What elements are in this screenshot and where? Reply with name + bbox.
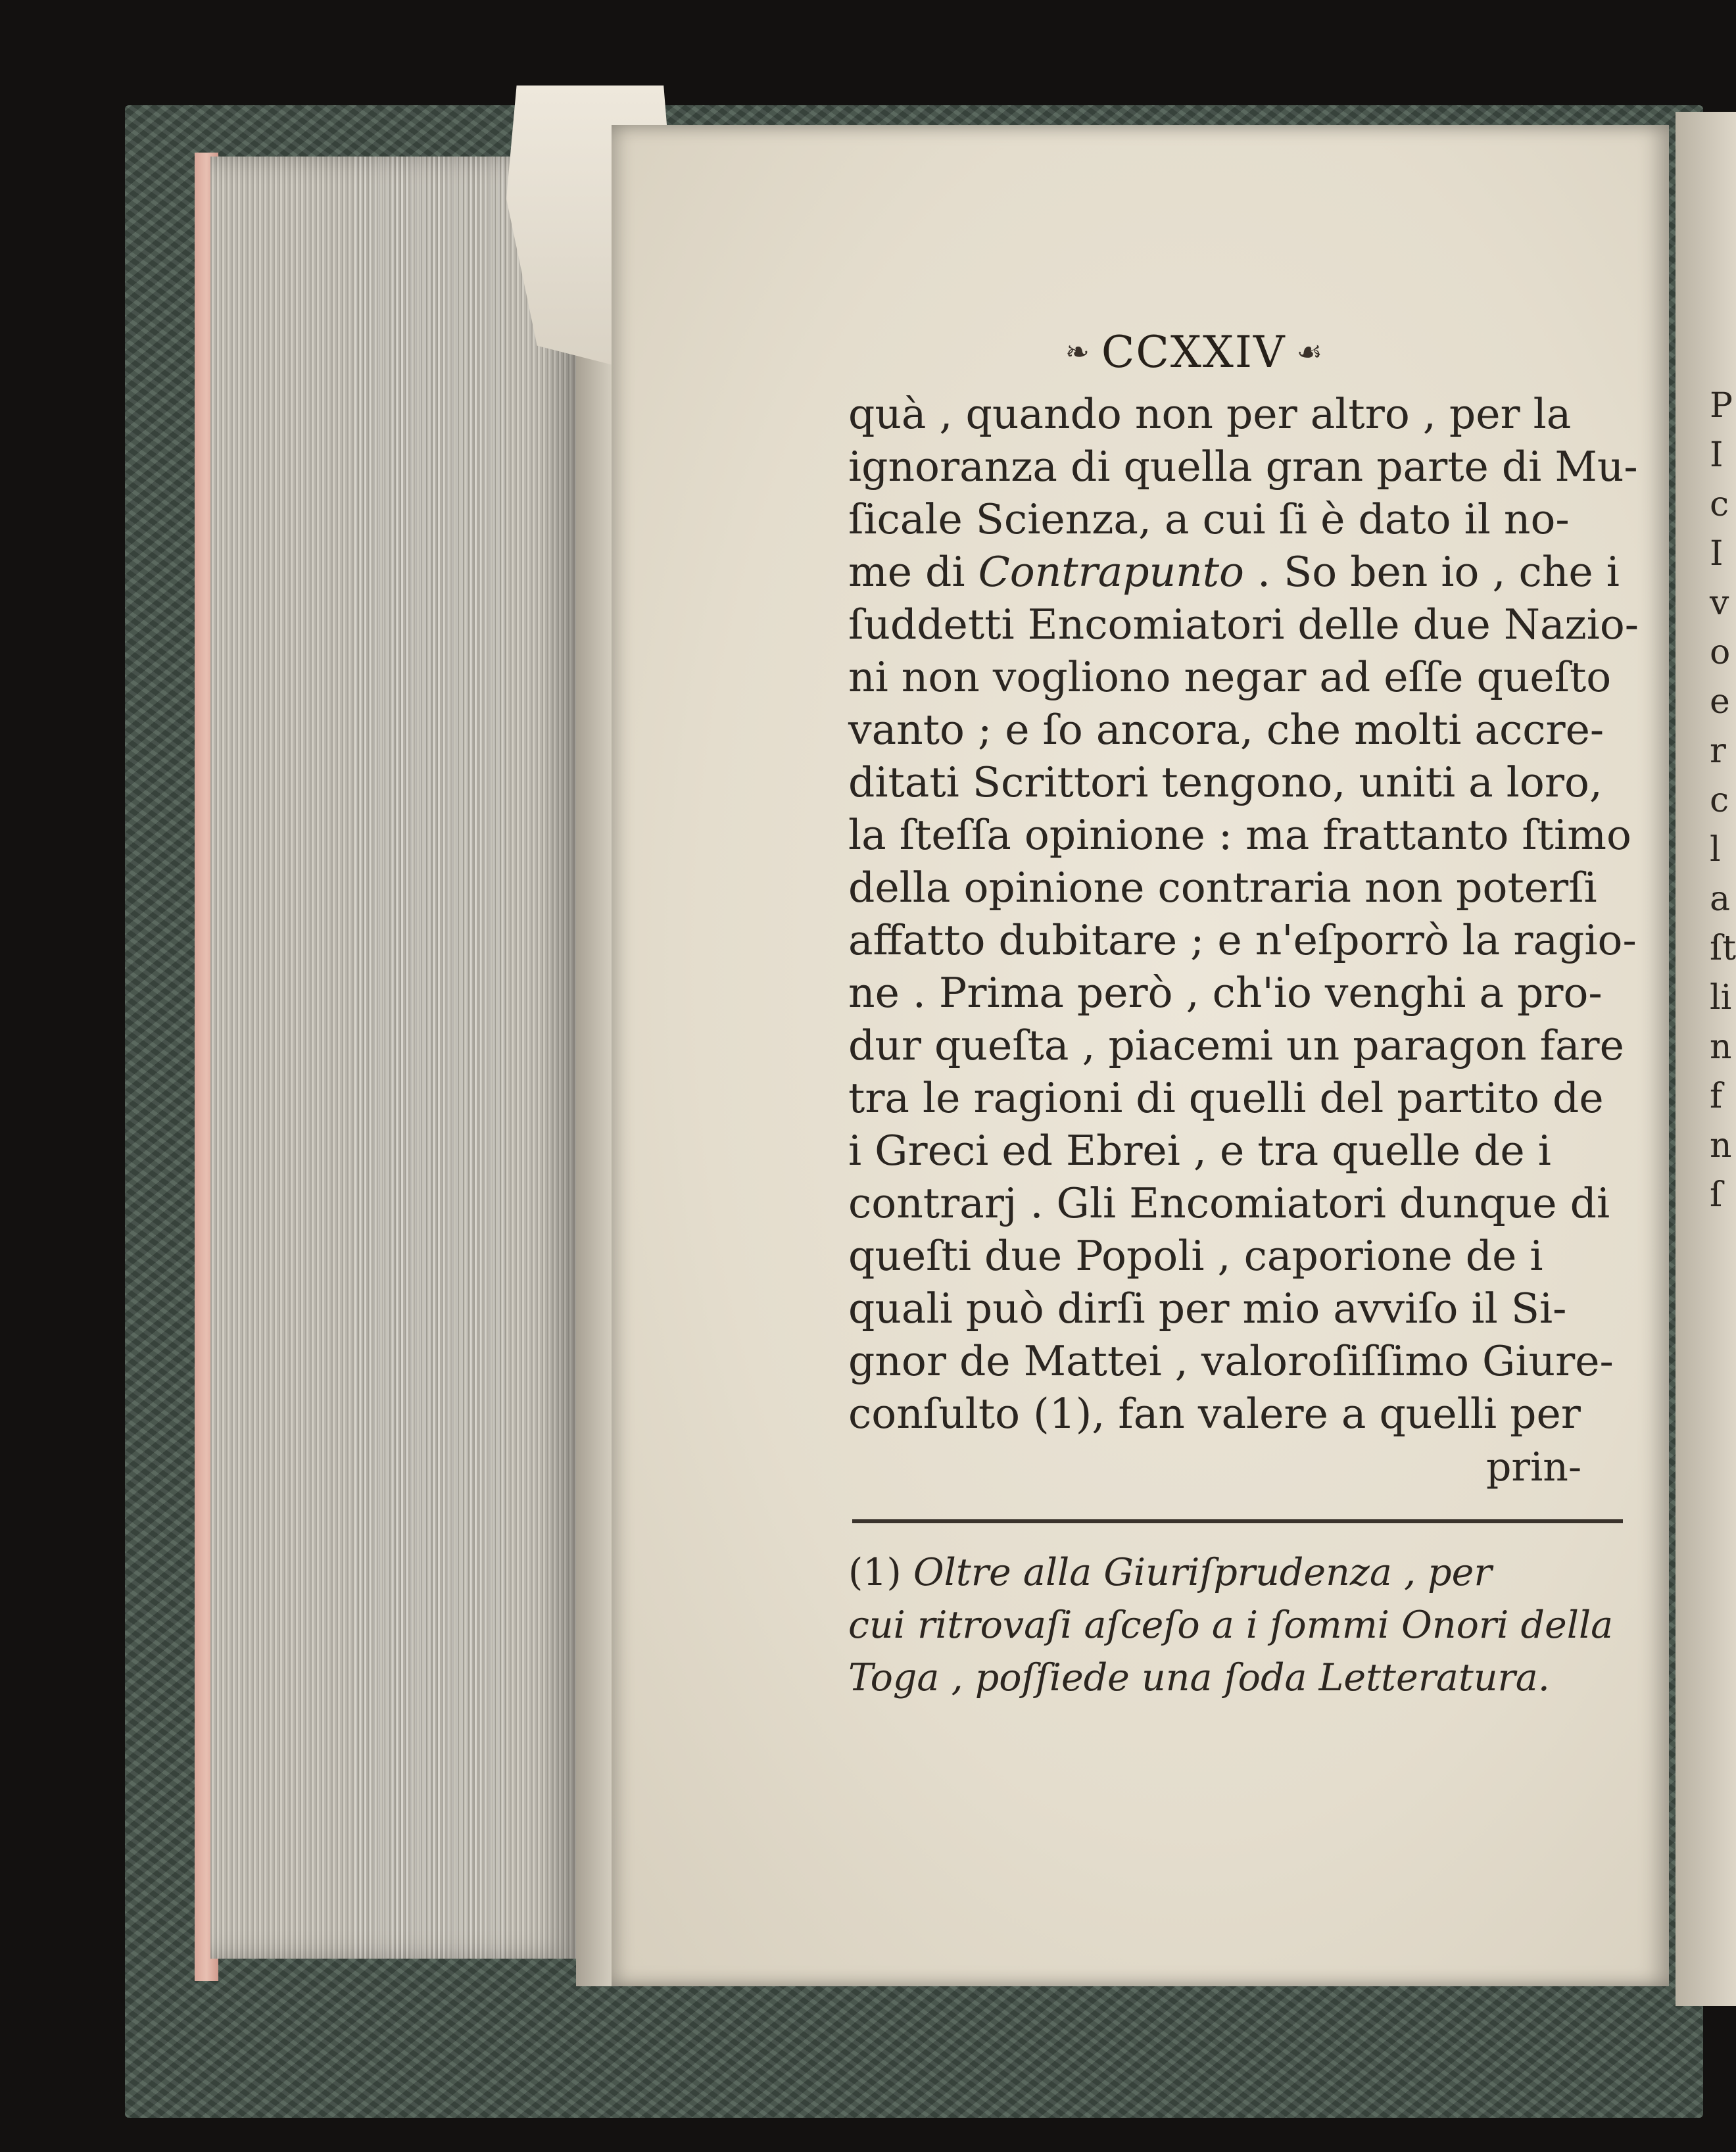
page-gutter <box>576 132 615 1986</box>
body-line-text <box>848 651 1611 704</box>
body-line-text <box>848 1125 1551 1177</box>
body-line <box>848 756 1654 809</box>
body-line <box>848 704 1654 756</box>
body-line-text <box>848 546 1620 599</box>
body-line-text <box>848 1388 1581 1440</box>
body-line-text <box>848 704 1604 756</box>
facing-page-letter: n <box>1710 1126 1732 1165</box>
facing-page-fragments <box>1710 381 1736 1220</box>
body-segment: dur queſta , piacemi un paragon fare <box>848 1021 1624 1069</box>
body-segment: ſuddetti Encomiatori delle due Nazio- <box>848 600 1639 648</box>
body-line-text <box>848 756 1603 809</box>
facing-page-letter: c <box>1710 485 1729 524</box>
body-segment: tra le ragioni di quelli del partito de <box>848 1074 1604 1122</box>
facing-page-letter: I <box>1710 534 1724 574</box>
footnote-rule <box>852 1519 1623 1523</box>
body-segment: me di <box>848 548 978 596</box>
body-line-text <box>848 1019 1624 1072</box>
body-segment: ditati Scrittori tengono, uniti a loro, <box>848 758 1603 806</box>
body-segment: queſti due Popoli , caporione de i <box>848 1232 1543 1280</box>
page-header <box>1065 326 1460 378</box>
body-segment: la ſteſſa opinione : ma frattanto ſtimo <box>848 811 1631 859</box>
footnote-line-1-text: Oltre alla Giuriſprudenza , per <box>913 1551 1492 1594</box>
body-line-text <box>848 862 1597 914</box>
body-line <box>848 1072 1654 1125</box>
body-segment: quali può dirſi per mio avviſo il Si- <box>848 1284 1567 1333</box>
body-line <box>848 599 1654 651</box>
italic-term: Contrapunto <box>978 548 1244 596</box>
body-line <box>848 493 1654 546</box>
body-line <box>848 1335 1654 1388</box>
body-line <box>848 1230 1654 1283</box>
body-line <box>848 441 1654 493</box>
body-line <box>848 1388 1654 1440</box>
facing-page-letter: c <box>1710 781 1729 820</box>
body-segment: contrarj . Gli Encomiatori dunque di <box>848 1179 1610 1227</box>
footnote-line-2: cui ritrovaſi aſceſo a i ſommi Onori della <box>848 1603 1614 1647</box>
body-line-text <box>848 1177 1610 1230</box>
body-line-text <box>848 388 1571 441</box>
footnote-line-1 <box>848 1549 1637 1596</box>
body-segment: vanto ; e ſo ancora, che molti accre- <box>848 706 1604 754</box>
body-line-text <box>848 1283 1566 1335</box>
body-segment: . So ben io , che i <box>1244 548 1620 596</box>
body-line <box>848 967 1654 1019</box>
body-segment: conſulto (1), fan valere a quelli per <box>848 1390 1581 1438</box>
body-line <box>848 914 1654 967</box>
ornament-right-icon: ☙ <box>1296 335 1324 369</box>
body-segment: ignoranza di quella gran parte di Mu- <box>848 443 1638 491</box>
body-line-text <box>848 441 1638 493</box>
body-line <box>848 1283 1654 1335</box>
facing-page-letter: I <box>1710 435 1724 475</box>
facing-page-letter: f <box>1710 1077 1723 1116</box>
body-line <box>848 862 1654 914</box>
facing-page-letter: o <box>1710 633 1731 672</box>
body-segment: quà , quando non per altro , per la <box>848 390 1572 438</box>
ornament-left-icon: ❧ <box>1065 335 1091 369</box>
facing-page-letter: ſ <box>1710 1175 1723 1215</box>
facing-page-letter: v <box>1710 583 1729 623</box>
body-line-text <box>848 493 1570 546</box>
facing-page-letter: e <box>1710 682 1730 721</box>
body-line-text <box>848 1230 1543 1283</box>
footnote-line-3: Toga , poſſiede una ſoda Letteratura. <box>848 1656 1550 1700</box>
facing-page-letter: a <box>1710 879 1731 919</box>
body-line-text <box>848 599 1639 651</box>
body-segment: affatto dubitare ; e n'eſporrò la ragio- <box>848 916 1637 964</box>
catchword: prin- <box>1486 1444 1582 1490</box>
body-line <box>848 809 1654 862</box>
body-line <box>848 546 1654 599</box>
body-segment: della opinione contraria non poterſi <box>848 864 1597 912</box>
body-line-text <box>848 1335 1614 1388</box>
body-line <box>848 388 1654 441</box>
footnote-marker: (1) <box>848 1551 902 1594</box>
page-edges-highlight <box>355 157 506 1959</box>
page-number-roman: CCXXIV <box>1101 326 1286 378</box>
body-line-text <box>848 1072 1604 1125</box>
facing-page-letter: l <box>1710 830 1721 869</box>
body-line-text <box>848 967 1603 1019</box>
facing-page-letter: r <box>1710 731 1726 771</box>
body-line <box>848 651 1654 704</box>
body-line <box>848 1125 1654 1177</box>
facing-page-letter: li <box>1710 978 1732 1017</box>
body-line <box>848 1019 1654 1072</box>
facing-page-letter: n <box>1710 1027 1732 1067</box>
body-line <box>848 1177 1654 1230</box>
body-segment: i Greci ed Ebrei , e tra quelle de i <box>848 1127 1551 1175</box>
body-line-text <box>848 914 1637 967</box>
facing-page-letter: ſt <box>1710 929 1736 968</box>
body-line-text <box>848 809 1631 862</box>
body-segment: ſicale Scienza, a cui ſi è dato il no- <box>848 495 1570 543</box>
body-segment: ni non vogliono negar ad eſſe queſto <box>848 653 1612 701</box>
facing-page-letter: P <box>1710 386 1733 426</box>
body-segment: ne . Prima però , ch'io venghi a pro- <box>848 969 1603 1017</box>
body-segment: gnor de Mattei , valoroſiſſimo Giure- <box>848 1337 1614 1385</box>
